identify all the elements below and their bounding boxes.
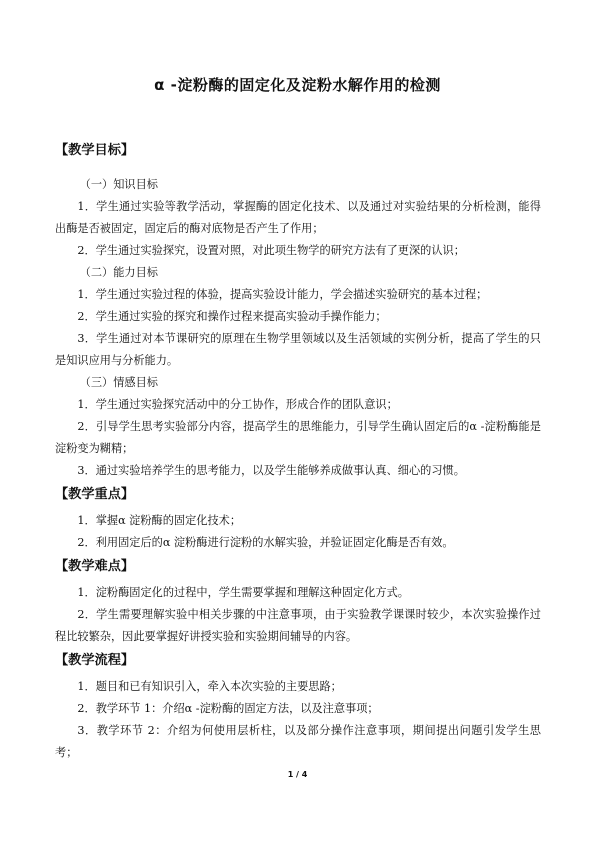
section-heading-difficulties: 【教学难点】 [55,559,135,574]
paragraph: 3．通过实验培养学生的思考能力，以及学生能够养成做事认真、细心的习惯。 [77,464,465,477]
paragraph: 2．教学环节 1：介绍α -淀粉酶的固定方法，以及注意事项； [77,702,379,715]
paragraph: 1．淀粉酶固定化的过程中，学生需要掌握和理解这种固定化方式。 [77,586,409,599]
paragraph: 1．题目和已有知识引入，牵入本次实验的主要思路； [77,680,342,693]
document-title: α -淀粉酶的固定化及淀粉水解作用的检测 [154,76,441,94]
page-number: 1 / 4 [287,770,308,779]
paragraph: 1．学生通过实验探究活动中的分工协作，形成合作的团队意识； [77,398,398,411]
section-heading-objectives: 【教学目标】 [55,143,135,158]
paragraph: 1．掌握α 淀粉酶的固定化技术； [77,514,242,527]
paragraph: 2．学生通过实验的探究和操作过程来提高实验动手操作能力； [77,310,387,323]
paragraph: 2．学生通过实验探究，设置对照，对此项生物学的研究方法有了更深的认识； [77,244,465,257]
subheading-knowledge: （一）知识目标 [79,178,158,191]
paragraph: 1．学生通过实验过程的体验，提高实验设计能力，学会描述实验研究的基本过程； [77,288,488,301]
paragraph: 3．学生通过对本节课研究的原理在生物学里领域以及生活领域的实例分析，提高了学生的只是知识应用与分析能力。 [55,332,541,367]
subheading-ability: （二）能力目标 [79,266,158,279]
paragraph: 2．引导学生思考实验部分内容，提高学生的思维能力，引导学生确认固定后的α -淀粉酶能是淀粉变为糊精； [55,420,541,455]
paragraph: 2．利用固定后的α 淀粉酶进行淀粉的水解实验，并验证固定化酶是否有效。 [77,536,454,549]
subheading-emotion: （三）情感目标 [79,376,158,389]
paragraph: 1．学生通过实验等教学活动，掌握酶的固定化技术、以及通过对实验结果的分析检测，能得出酶是否被固定，固定后的酶对底物是否产生了作用； [55,200,541,235]
section-heading-key-points: 【教学重点】 [55,487,135,502]
paragraph: 3．教学环节 2：介绍为何使用层析柱，以及部分操作注意事项，期间提出问题引发学生思考； [55,724,541,759]
section-heading-procedure: 【教学流程】 [55,653,135,668]
paragraph: 2．学生需要理解实验中相关步骤的中注意事项，由于实验教学课课时较少，本次实验操作过程比较繁杂，因此要掌握好讲授实验和实验期间辅导的内容。 [55,608,541,643]
document-body [55,140,541,764]
